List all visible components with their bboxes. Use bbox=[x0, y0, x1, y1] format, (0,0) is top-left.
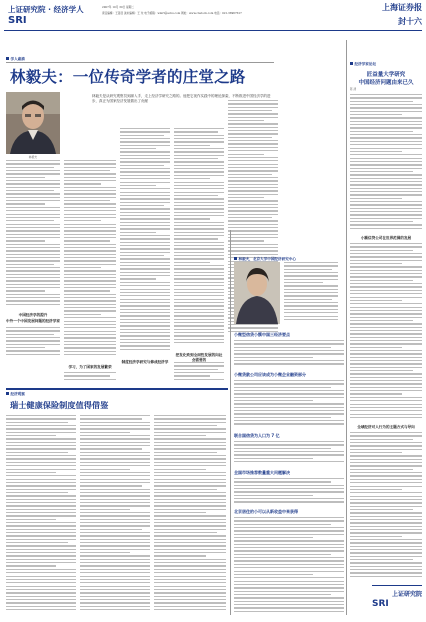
bottom-column-3 bbox=[154, 415, 226, 615]
middle-column-text bbox=[284, 262, 338, 324]
right-subhead-5: 北京居住的小可以从新收益中来获得 bbox=[234, 509, 298, 514]
article-column-1b bbox=[6, 327, 60, 357]
right-subhead-1: 小额信贷公司在世界范围的发展 bbox=[360, 236, 412, 240]
middle-subhead-b: 小微贷款公司应该成为小微企业融资部分 bbox=[234, 372, 306, 377]
right-headline-1: 匠益量大学研究 bbox=[366, 72, 406, 78]
masthead-rule bbox=[4, 30, 422, 31]
bottom-column-2 bbox=[80, 415, 150, 615]
subhead-6: 把发化致到全面性发展的向社会需要的 bbox=[175, 353, 223, 362]
right-headline-2: 中国经济问题由来已久 bbox=[358, 80, 414, 86]
right-text-1 bbox=[350, 94, 422, 234]
masthead-date: 2007年 10月 30日 星期二 bbox=[102, 6, 135, 9]
middle-text-c bbox=[234, 441, 344, 467]
column-divider bbox=[230, 230, 231, 615]
section-tag-economics: 经济观察 bbox=[6, 392, 25, 397]
masthead-title: 上证研究院 · 经济学人 bbox=[8, 5, 84, 14]
section-tag-portrait: 学人素描 bbox=[6, 57, 25, 62]
middle-text-e bbox=[234, 517, 344, 615]
right-subhead-2: 全球经济对人行为的主题方式与导向 bbox=[357, 425, 415, 429]
article-column-1 bbox=[6, 160, 60, 310]
masthead-right bbox=[360, 2, 422, 30]
footer-logo-text: 上证研究院 bbox=[391, 591, 422, 598]
right-subhead-4: 全国市场推荐数量重大问题解决 bbox=[234, 470, 290, 475]
paper-name: 上海证券报 bbox=[382, 3, 422, 12]
scholar-photo bbox=[234, 262, 280, 324]
lead-paragraph: 林毅夫是从研究观察员到副入手，走上经济学研究之路的。他把它视作实践中的理论探索，不断推进中国经济学的进步，真正为国家经济发展做出了贡献 bbox=[92, 94, 271, 103]
right-subhead-3: 联合国信贷为人口为 7 亿 bbox=[234, 433, 280, 438]
right-text-3 bbox=[350, 432, 422, 582]
section-tag-people: 林毅夫，北京大学中国经济研究中心 bbox=[234, 257, 296, 262]
subhead-1: 中国经济学的提升 bbox=[18, 313, 48, 317]
footer-sri: SRI bbox=[372, 599, 389, 609]
masthead-editor-line: 责任编辑：王蓓佳 美术编辑：王 玟 电子邮箱：wmrt@sohu.com 网址：www.cnstock.com 电话：021-38967527 bbox=[102, 12, 242, 15]
footer-logo-block bbox=[372, 585, 422, 616]
right-text-2 bbox=[350, 243, 422, 423]
right-column-divider bbox=[346, 40, 347, 615]
middle-text-d bbox=[234, 478, 344, 506]
main-headline: 林毅夫：一位传奇学者的庄堂之路 bbox=[10, 68, 246, 86]
bottom-headline: 瑞士健康保险制度值得借鉴 bbox=[10, 400, 109, 410]
middle-text-b bbox=[234, 380, 344, 430]
article-column-4b bbox=[174, 362, 224, 384]
portrait-photo bbox=[6, 92, 60, 154]
middle-subhead-a: 小微型信贷小额中国三经济要点 bbox=[234, 332, 290, 337]
page-label: 封十六 bbox=[398, 17, 422, 26]
right-byline: 陈 清 bbox=[350, 88, 357, 91]
section-rule bbox=[6, 388, 228, 390]
subhead-5: 制度经济学研究与修成经济学 bbox=[121, 360, 169, 364]
bottom-column-1 bbox=[6, 415, 76, 615]
subhead-2: 中外一个中国发展问题的经济学家 bbox=[6, 319, 60, 323]
masthead-sri-logo: SRI bbox=[8, 15, 27, 26]
divider bbox=[6, 62, 274, 63]
subhead-3: 学习，为了国家的发展繁荣 bbox=[68, 365, 112, 369]
middle-text-a bbox=[234, 340, 344, 370]
article-column-2 bbox=[64, 160, 116, 360]
section-tag-forum: 经济学家论坛 bbox=[350, 62, 376, 67]
masthead bbox=[0, 0, 426, 30]
article-column-2b bbox=[64, 372, 116, 384]
article-column-4 bbox=[174, 128, 224, 348]
portrait-caption: 林毅夫 bbox=[28, 155, 38, 159]
article-column-3 bbox=[120, 128, 170, 358]
